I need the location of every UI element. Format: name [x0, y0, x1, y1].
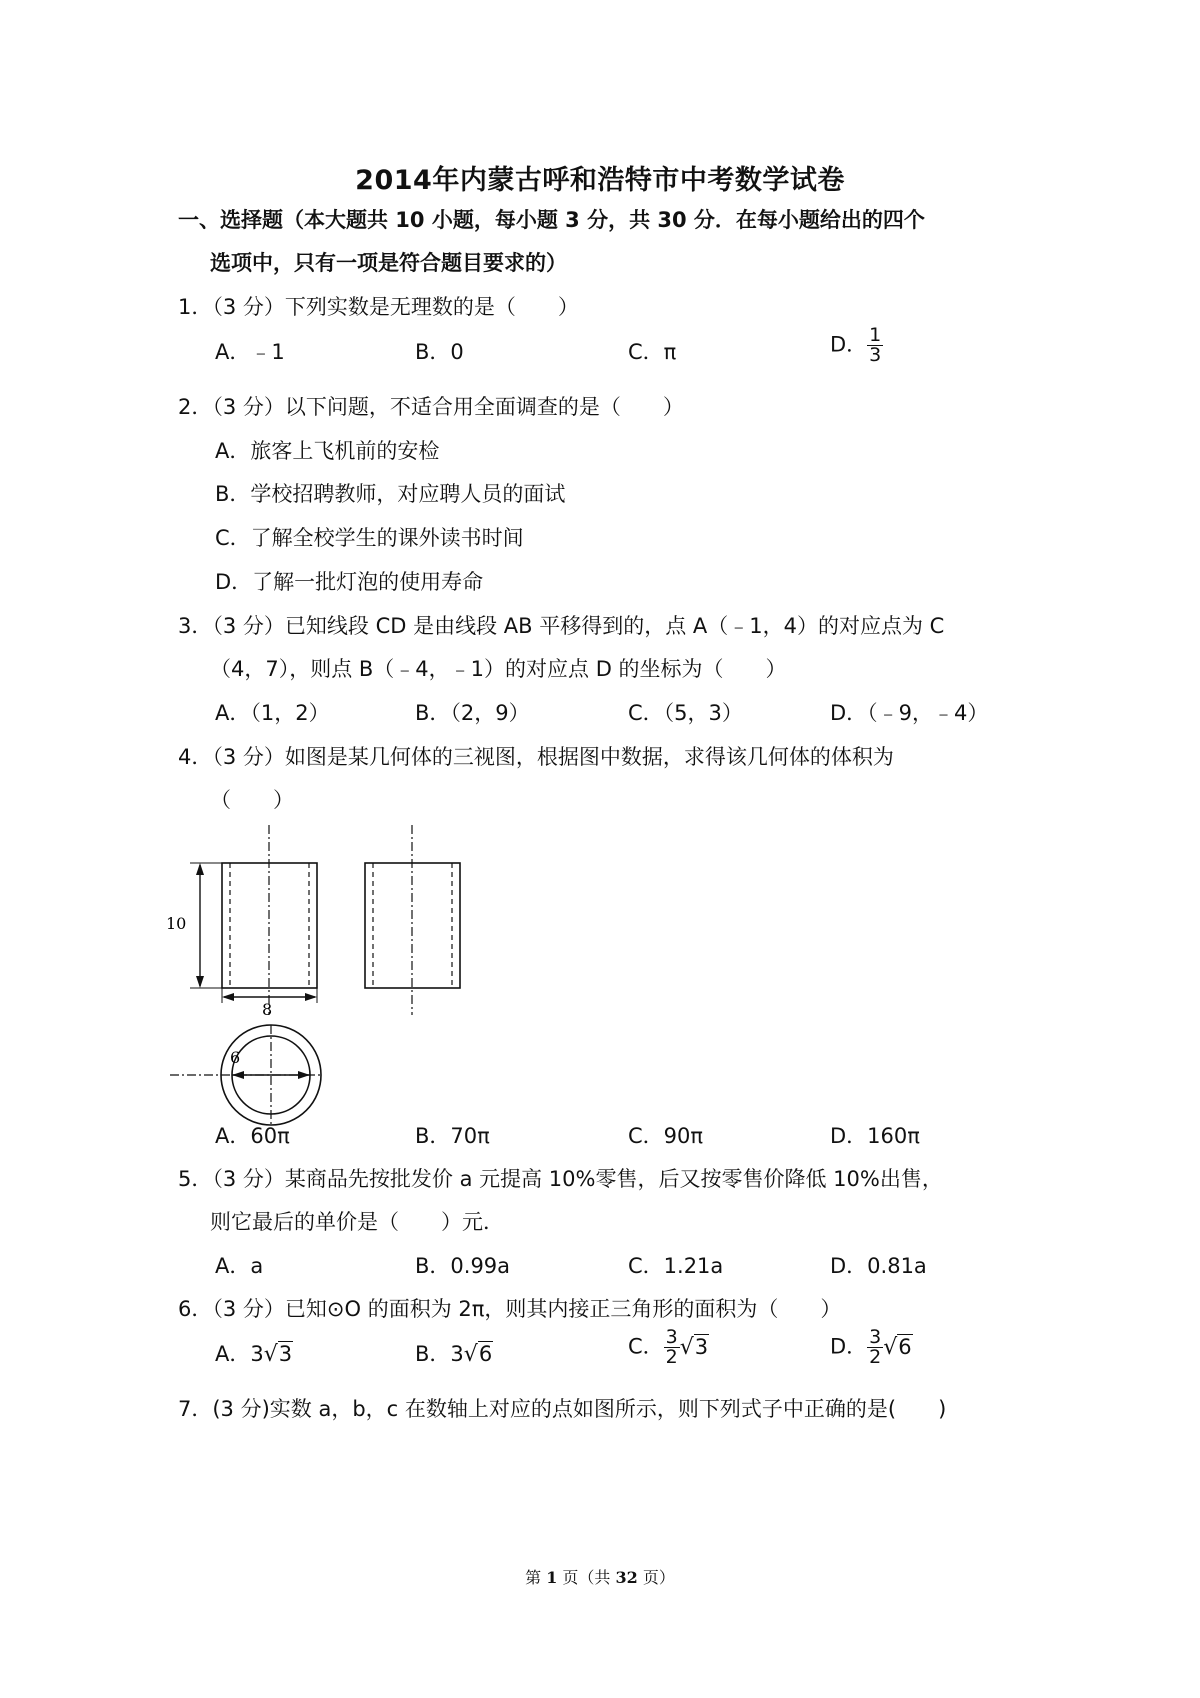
- section-heading-line1: 一、选择题（本大题共 10 小题，每小题 3 分，共 30 分．在每小题给出的四个: [178, 208, 925, 232]
- page-footer: [0, 1565, 1200, 1588]
- question-2-stem: 2．（3 分）以下问题，不适合用全面调查的是（ ）: [178, 395, 684, 419]
- footer-suffix: 页）: [637, 1568, 675, 1587]
- q3-option-c: C．（5，3）: [628, 701, 743, 725]
- width-arrow-left: [222, 993, 234, 1001]
- question-4-stem-line2: （ ）: [210, 788, 294, 812]
- footer-page-number: 1: [546, 1568, 558, 1587]
- width-label: 8: [262, 1000, 273, 1019]
- question-3-stem-line1: 3．（3 分）已知线段 CD 是由线段 AB 平移得到的，点 A（﹣1，4）的对应点为 C: [178, 614, 945, 638]
- q1-option-d-prefix: D．: [830, 332, 868, 357]
- question-5-stem-line2: 则它最后的单价是（ ）元．: [210, 1210, 504, 1234]
- q6-option-d: [830, 1328, 913, 1367]
- fraction: [867, 326, 883, 365]
- exam-title: 2014年内蒙古呼和浩特市中考数学试卷: [355, 165, 845, 196]
- square-root: [680, 1335, 709, 1360]
- radicand: 3: [278, 1342, 293, 1366]
- fraction-denominator: 2: [869, 1346, 882, 1368]
- fraction-numerator: 3: [869, 1326, 882, 1348]
- height-label: 10: [166, 914, 187, 933]
- question-1-stem: 1．（3 分）下列实数是无理数的是（ ）: [178, 295, 579, 319]
- q2-option-b: B．学校招聘教师，对应聘人员的面试: [215, 482, 566, 506]
- footer-total-pages: 32: [615, 1568, 638, 1587]
- fraction: [867, 1328, 883, 1367]
- front-view: [166, 825, 317, 1019]
- q4-option-d: D．160π: [830, 1124, 920, 1148]
- q5-option-d: D．0.81a: [830, 1254, 927, 1278]
- radical-sign: √: [463, 1342, 478, 1367]
- footer-prefix: 第: [525, 1568, 547, 1587]
- radicand: 3: [694, 1334, 709, 1359]
- q2-option-d: D．了解一批灯泡的使用寿命: [215, 570, 484, 594]
- question-6-stem: 6．（3 分）已知⊙O 的面积为 2π，则其内接正三角形的面积为（ ）: [178, 1297, 842, 1321]
- question-7-stem: 7．(3 分)实数 a，b，c 在数轴上对应的点如图所示，则下列式子中正确的是( ): [178, 1397, 947, 1421]
- inner-diameter-arrow-left: [232, 1071, 244, 1079]
- question-3-options: [215, 697, 989, 737]
- q4-option-c: C．90π: [628, 1124, 704, 1148]
- question-5-stem-line1: 5．（3 分）某商品先按批发价 a 元提高 10%零售，后又按零售价降低 10%出售，: [178, 1167, 943, 1191]
- question-4-stem-line1: 4．（3 分）如图是某几何体的三视图，根据图中数据，求得该几何体的体积为: [178, 745, 894, 769]
- fraction-numerator: 3: [665, 1326, 678, 1348]
- q5-option-a: A．a: [215, 1254, 264, 1278]
- question-4-options: [215, 1120, 975, 1160]
- question-3-stem-line2: （4，7），则点 B（﹣4，﹣1）的对应点 D 的坐标为（ ）: [210, 657, 787, 681]
- q4-option-b: B．70π: [415, 1124, 490, 1148]
- inner-diameter-label: 6: [230, 1048, 241, 1067]
- radicand: 6: [478, 1342, 493, 1366]
- radicand: 6: [898, 1334, 912, 1359]
- height-arrow-bottom: [196, 976, 204, 988]
- q3-option-d: D．（﹣9，﹣4）: [830, 701, 989, 725]
- square-root: [464, 1342, 493, 1367]
- radical-sign: √: [883, 1334, 898, 1360]
- square-root: [264, 1342, 293, 1367]
- fraction-denominator: 2: [665, 1346, 678, 1368]
- fraction: [664, 1328, 680, 1367]
- q5-option-b: B．0.99a: [415, 1254, 511, 1278]
- top-view: [170, 1025, 321, 1125]
- q1-option-a: A．﹣1: [215, 340, 285, 364]
- q1-option-d: [830, 326, 883, 365]
- q6-option-d-prefix: D．: [830, 1334, 868, 1359]
- q6-option-a-prefix: A．3: [215, 1342, 264, 1366]
- width-arrow-right: [305, 993, 317, 1001]
- three-view-figure: [166, 825, 530, 1125]
- footer-middle: 页（共: [557, 1568, 616, 1587]
- q1-option-b: B．0: [415, 340, 464, 364]
- q6-option-c-prefix: C．: [628, 1334, 664, 1359]
- square-root: [883, 1335, 912, 1360]
- q6-option-a: [215, 1338, 293, 1368]
- fraction-denominator: 3: [869, 344, 882, 366]
- inner-diameter-arrow-right: [298, 1071, 310, 1079]
- section-heading-line2: 选项中，只有一项是符合题目要求的）: [210, 251, 567, 275]
- q2-option-a: A．旅客上飞机前的安检: [215, 439, 440, 463]
- q4-option-a: A．60π: [215, 1124, 290, 1148]
- q3-option-a: A．（1，2）: [215, 701, 330, 725]
- radical-sign: √: [263, 1342, 278, 1367]
- side-view: [365, 825, 460, 1015]
- q6-option-b-prefix: B．3: [415, 1342, 464, 1366]
- question-1-options: [215, 324, 975, 376]
- q2-option-c: C．了解全校学生的课外读书时间: [215, 526, 524, 550]
- height-arrow-top: [196, 863, 204, 875]
- q5-option-c: C．1.21a: [628, 1254, 724, 1278]
- fraction-numerator: 1: [869, 324, 882, 346]
- question-5-options: [215, 1250, 975, 1290]
- q1-option-c: C．π: [628, 340, 677, 364]
- q3-option-b: B．（2，9）: [415, 701, 530, 725]
- q6-option-b: [415, 1338, 493, 1368]
- radical-sign: √: [679, 1334, 694, 1360]
- question-6-options: [215, 1326, 975, 1378]
- q6-option-c: [628, 1328, 709, 1367]
